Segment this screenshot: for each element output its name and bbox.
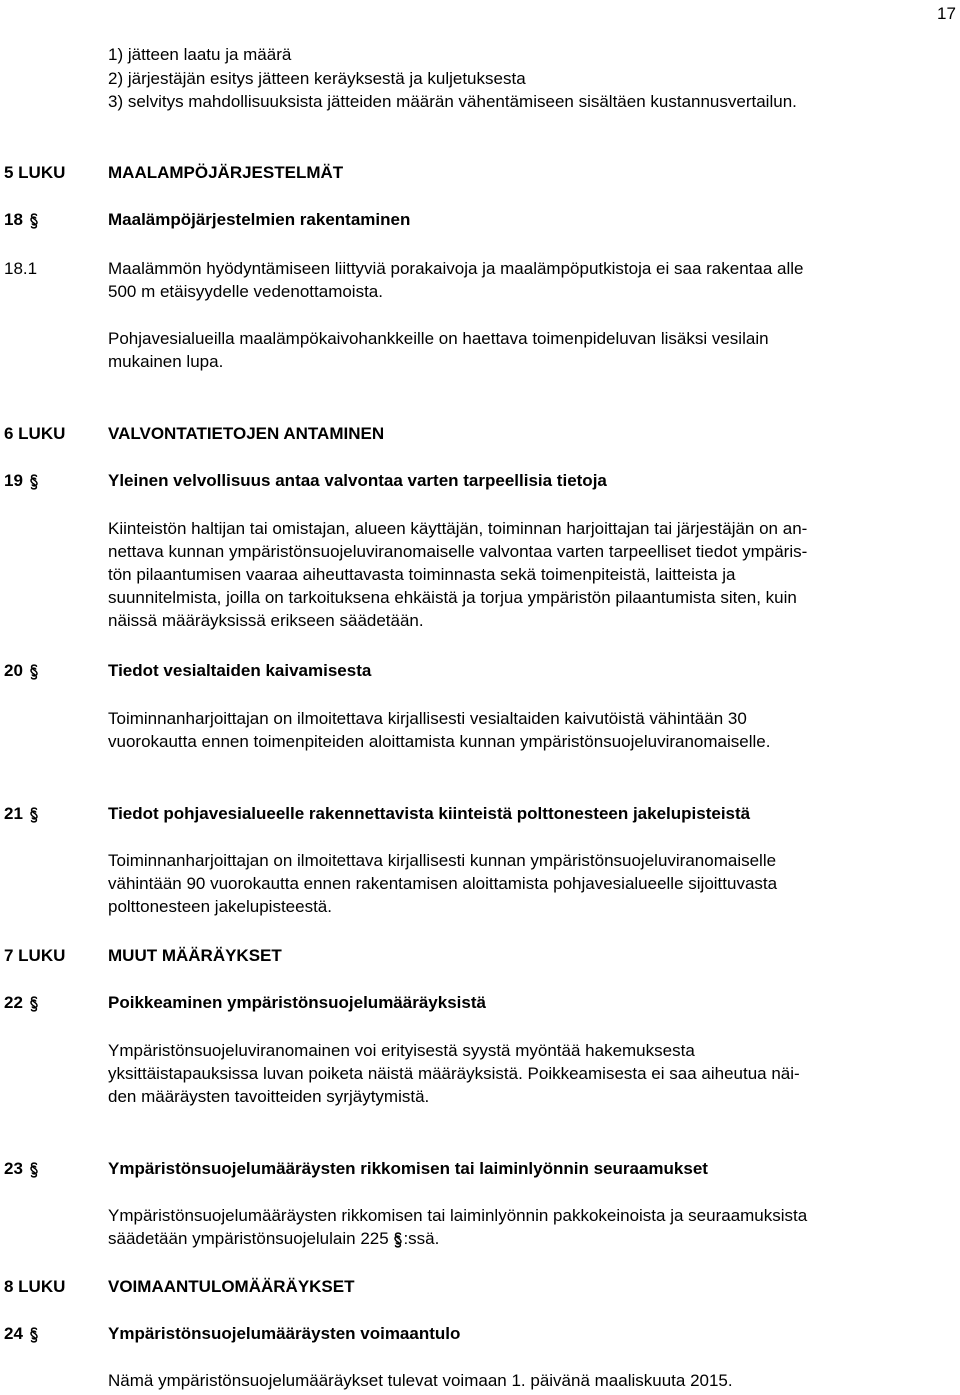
paragraph-line: Ympäristönsuojelumääräysten rikkomisen tai laiminlyönnin pakkokeinoista ja seuraamuksista (108, 1206, 808, 1225)
section-title: Yleinen velvollisuus antaa valvontaa varten tarpeellisia tietoja (108, 471, 607, 490)
section-title: Poikkeaminen ympäristönsuojelumääräyksistä (108, 993, 486, 1012)
paragraph-line: näissä määräyksissä erikseen säädetään. (108, 611, 424, 630)
section-number (4, 802, 39, 825)
list-item: 3) selvitys mahdollisuuksista jätteiden määrän vähentämiseen sisältäen kustannusvertailun. (108, 92, 797, 111)
paragraph (108, 849, 958, 918)
paragraph-text: :ssä. (403, 1229, 440, 1248)
paragraph-line: Kiinteistön haltijan tai omistajan, alueen käyttäjän, toiminnan harjoittajan tai järjestäjän on an- (108, 519, 808, 538)
section-sign-icon (29, 664, 39, 680)
list-item: 1) jätteen laatu ja määrä (108, 45, 292, 64)
chapter-title: MAALAMPÖJÄRJESTELMÄT (108, 163, 344, 182)
paragraph-line: Toiminnanharjoittajan on ilmoitettava kirjallisesti kunnan ympäristönsuojeluviranomaiselle (108, 851, 777, 870)
paragraph-line: vuorokautta ennen toimenpiteiden aloittamista kunnan ympäristönsuojeluviranomaiselle. (108, 732, 771, 751)
section-sign-icon (29, 1327, 39, 1343)
section-number (4, 469, 39, 492)
page-number: 17 (937, 4, 956, 23)
chapter-title: VALVONTATIETOJEN ANTAMINEN (108, 424, 385, 443)
chapter-number: 6 LUKU (4, 424, 66, 443)
paragraph-line: den määräysten tavoitteiden syrjäytymistä. (108, 1087, 430, 1106)
paragraph (108, 1039, 958, 1108)
section-sign-icon (29, 1162, 39, 1178)
chapter-number: 8 LUKU (4, 1277, 66, 1296)
paragraph-line: vähintään 90 vuorokautta ennen rakentamisen aloittamista pohjavesialueelle sijoittuvasta (108, 874, 778, 893)
section-title: Tiedot vesialtaiden kaivamisesta (108, 661, 372, 680)
paragraph-line: 500 m etäisyydelle vedenottamoista. (108, 282, 383, 301)
paragraph-line: polttonesteen jakelupisteestä. (108, 897, 332, 916)
chapter-title: MUUT MÄÄRÄYKSET (108, 946, 282, 965)
chapter-title: VOIMAANTULOMÄÄRÄYKSET (108, 1277, 355, 1296)
paragraph (108, 327, 958, 373)
paragraph (108, 1369, 958, 1392)
paragraph-line: Toiminnanharjoittajan on ilmoitettava kirjallisesti vesialtaiden kaivutöistä vähintään 30 (108, 709, 747, 728)
section-title: Ympäristönsuojelumääräysten rikkomisen tai laiminlyönnin seuraamukset (108, 1159, 708, 1178)
paragraph-line (108, 1227, 958, 1250)
paragraph-line: suunnitelmista, joilla on tarkoituksena ehkäistä ja torjua ympäristön pilaantumista siten, kuin (108, 588, 797, 607)
paragraph-line: yksittäistapauksissa luvan poiketa näistä määräyksistä. Poikkeamisesta ei saa aiheutua näi- (108, 1064, 800, 1083)
section-title: Tiedot pohjavesialueelle rakennettavista kiinteistä polttonesteen jakelupisteistä (108, 804, 751, 823)
paragraph-line: nettava kunnan ympäristönsuojeluviranomaiselle valvontaa varten tarpeelliset tiedot ympäris- (108, 542, 808, 561)
chapter-number: 5 LUKU (4, 163, 66, 182)
section-number-text: 24 (4, 1324, 23, 1343)
section-number (4, 208, 39, 231)
subsection-number: 18.1 (4, 259, 38, 278)
section-number (4, 659, 39, 682)
section-number (4, 991, 39, 1014)
paragraph-line: mukainen lupa. (108, 352, 224, 371)
paragraph-line: Ympäristönsuojeluviranomainen voi erityisestä syystä myöntää hakemuksesta (108, 1041, 695, 1060)
paragraph-line: tön pilaantumisen vaaraa aiheuttavasta toiminnasta sekä toimenpiteistä, laitteista ja (108, 565, 736, 584)
section-number-text: 19 (4, 471, 23, 490)
section-sign-icon (29, 807, 39, 823)
section-sign-icon (393, 1232, 403, 1248)
section-number-text: 20 (4, 661, 23, 680)
paragraph-text: säädetään ympäristönsuojelulain 225 (108, 1229, 389, 1248)
paragraph-line: Maalämmön hyödyntämiseen liittyviä porakaivoja ja maalämpöputkistoja ei saa rakentaa alle (108, 259, 804, 278)
paragraph-line: Pohjavesialueilla maalämpökaivohankkeille on haettava toimenpideluvan lisäksi vesilain (108, 329, 769, 348)
paragraph (108, 1204, 958, 1250)
section-sign-icon (29, 996, 39, 1012)
section-sign-icon (29, 213, 39, 229)
section-title: Ympäristönsuojelumääräysten voimaantulo (108, 1324, 461, 1343)
chapter-number: 7 LUKU (4, 946, 66, 965)
section-number-text: 23 (4, 1159, 23, 1178)
section-number-text: 21 (4, 804, 23, 823)
section-number-text: 18 (4, 210, 23, 229)
paragraph (108, 707, 958, 753)
list-item: 2) järjestäjän esitys jätteen keräyksestä ja kuljetuksesta (108, 69, 526, 88)
section-number-text: 22 (4, 993, 23, 1012)
paragraph (108, 257, 958, 303)
paragraph-line: Nämä ympäristönsuojelumääräykset tulevat voimaan 1. päivänä maaliskuuta 2015. (108, 1371, 733, 1390)
paragraph (108, 517, 958, 632)
section-number (4, 1322, 39, 1345)
section-sign-icon (29, 474, 39, 490)
section-number (4, 1157, 39, 1180)
section-title: Maalämpöjärjestelmien rakentaminen (108, 210, 411, 229)
